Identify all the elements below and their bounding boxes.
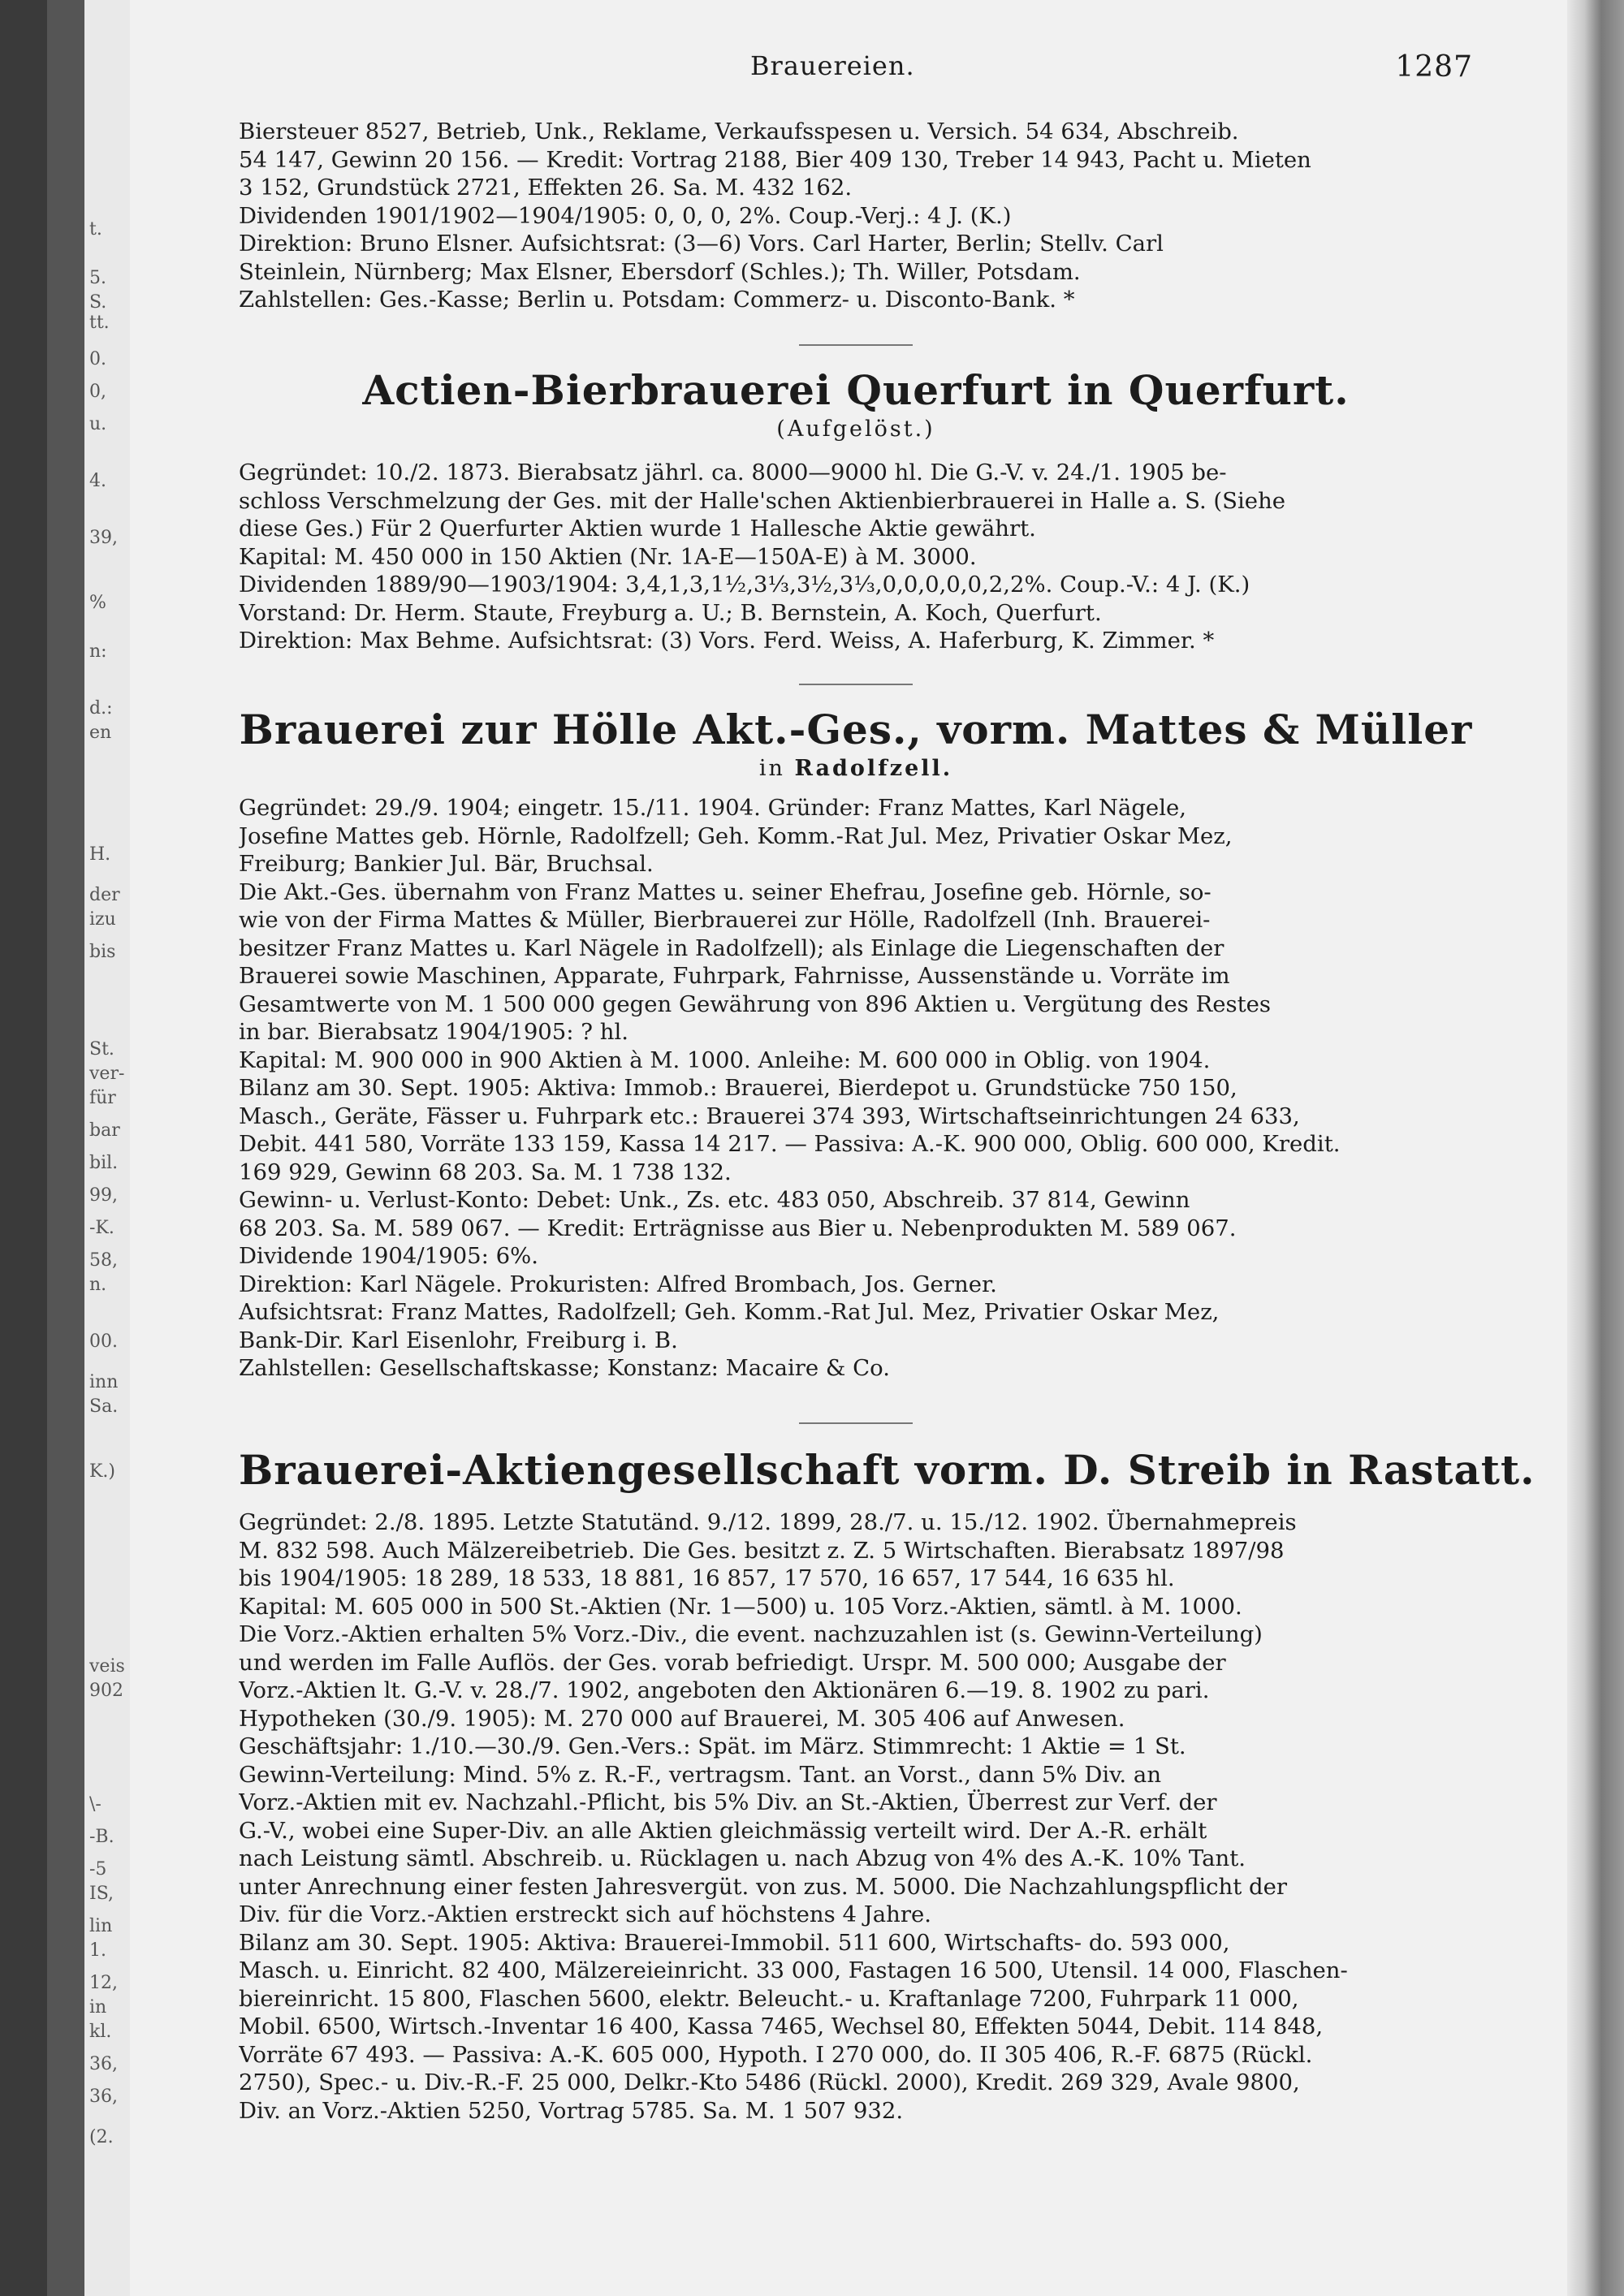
- text-line: Zahlstellen: Ges.-Kasse; Berlin u. Potsdam: Commerz- u. Disconto-Bank. *: [239, 287, 1075, 313]
- text-line: Zahlstellen: Gesellschaftskasse; Konstanz: Macaire & Co.: [239, 1355, 890, 1381]
- margin-fragment: St.: [89, 1039, 114, 1060]
- entry-rastatt: [239, 1445, 1535, 1495]
- text-line: Bank-Dir. Karl Eisenlohr, Freiburg i. B.: [239, 1327, 678, 1353]
- prev-entry-text: [239, 118, 1473, 314]
- text-line: Direktion: Bruno Elsner. Aufsichtsrat: (3—6) Vors. Carl Harter, Berlin; Stellv. Carl: [239, 231, 1164, 257]
- entry-heading: Brauerei zur Hölle Akt.-Ges., vorm. Mattes & Müller: [239, 706, 1473, 753]
- text-line: biereinricht. 15 800, Flaschen 5600, elektr. Beleucht.- u. Kraftanlage 7200, Fuhrpark 11 000,: [239, 1985, 1299, 2012]
- margin-fragment: in: [89, 1997, 107, 2018]
- margin-fragment: 39,: [89, 528, 118, 548]
- margin-fragment: n.: [89, 1275, 107, 1295]
- margin-fragment: 1.: [89, 1940, 106, 1961]
- margin-fragment: (2.: [89, 2127, 114, 2147]
- entry-heading: Brauerei-Aktiengesellschaft vorm. D. Streib in Rastatt.: [239, 1446, 1535, 1494]
- text-line: Hypotheken (30./9. 1905): M. 270 000 auf Brauerei, M. 305 406 auf Anwesen.: [239, 1705, 1125, 1732]
- margin-fragment: -K.: [89, 1218, 114, 1238]
- margin-fragment: 00.: [89, 1331, 118, 1352]
- text-line: Vorräte 67 493. — Passiva: A.-K. 605 000, Hypoth. I 270 000, do. II 305 406, R.-F. 6875 (Rückl.: [239, 2041, 1313, 2068]
- margin-fragment: IS,: [89, 1884, 114, 1904]
- text-line: nach Leistung sämtl. Abschreib. u. Rücklagen u. nach Abzug von 4% des A.-K. 10% Tant.: [239, 1845, 1246, 1871]
- section-divider: [799, 344, 913, 346]
- margin-fragment: der: [89, 885, 120, 905]
- text-line: 2750), Spec.- u. Div.-R.-F. 25 000, Delkr.-Kto 5486 (Rückl. 2000), Kredit. 269 329, Avale 9800,: [239, 2069, 1300, 2095]
- running-head-title: Brauereien.: [750, 50, 915, 81]
- text-line: Brauerei sowie Maschinen, Apparate, Fuhrpark, Fahrnisse, Aussenstände u. Vorräte im: [239, 963, 1230, 989]
- text-line: Gegründet: 2./8. 1895. Letzte Statutänd. 9./12. 1899, 28./7. u. 15./12. 1902. Übernahmepreis: [239, 1509, 1297, 1535]
- text-line: wie von der Firma Mattes & Müller, Bierbrauerei zur Hölle, Radolfzell (Inh. Brauerei-: [239, 907, 1211, 933]
- text-line: schloss Verschmelzung der Ges. mit der Halle'schen Aktienbierbrauerei in Halle a. S. (Siehe: [239, 487, 1286, 514]
- page-edge-shadow: [1567, 0, 1624, 2296]
- text-line: Geschäftsjahr: 1./10.—30./9. Gen.-Vers.: Spät. im März. Stimmrecht: 1 Aktie = 1 St.: [239, 1733, 1186, 1759]
- text-line: Vorz.-Aktien mit ev. Nachzahl.-Pflicht, bis 5% Div. an St.-Aktien, Überrest zur Verf. der: [239, 1789, 1217, 1815]
- margin-fragment: ver-: [89, 1064, 125, 1084]
- text-line: Bilanz am 30. Sept. 1905: Aktiva: Immob.: Brauerei, Bierdepot u. Grundstücke 750 150,: [239, 1075, 1237, 1101]
- text-line: Vorstand: Dr. Herm. Staute, Freyburg a. U.; B. Bernstein, A. Koch, Querfurt.: [239, 599, 1102, 626]
- entry-location-place: Radolfzell.: [794, 756, 953, 781]
- text-line: Kapital: M. 605 000 in 500 St.-Aktien (Nr. 1—500) u. 105 Vorz.-Aktien, sämtl. à M. 1000.: [239, 1593, 1242, 1620]
- text-line: Direktion: Max Behme. Aufsichtsrat: (3) Vors. Ferd. Weiss, A. Haferburg, K. Zimmer. *: [239, 628, 1215, 654]
- text-line: Debit. 441 580, Vorräte 133 159, Kassa 14 217. — Passiva: A.-K. 900 000, Oblig. 600 000, Kredit.: [239, 1131, 1341, 1157]
- margin-fragment: d.:: [89, 698, 113, 719]
- section-divider: [799, 1422, 913, 1424]
- text-line: Gewinn- u. Verlust-Konto: Debet: Unk., Zs. etc. 483 050, Abschreib. 37 814, Gewinn: [239, 1187, 1190, 1213]
- text-line: M. 832 598. Auch Mälzereibetrieb. Die Ges. besitzt z. Z. 5 Wirtschaften. Bierabsatz 1897/98: [239, 1537, 1285, 1564]
- margin-fragment: inn: [89, 1372, 119, 1392]
- text-line: Josefine Mattes geb. Hörnle, Radolfzell; Geh. Komm.-Rat Jul. Mez, Privatier Oskar Mez,: [239, 822, 1233, 849]
- text-line: Dividenden 1889/90—1903/1904: 3,4,1,3,1½,3⅓,3½,3⅓,0,0,0,0,0,2,2%. Coup.-V.: 4 J. (K.): [239, 572, 1250, 598]
- spine-stripe: [47, 0, 84, 2296]
- margin-fragment: Sa.: [89, 1396, 119, 1417]
- margin-fragment: izu: [89, 909, 116, 930]
- margin-fragment: 4.: [89, 471, 106, 491]
- text-line: in bar. Bierabsatz 1904/1905: ? hl.: [239, 1019, 629, 1045]
- margin-fragment: t.: [89, 219, 102, 240]
- running-head: [239, 50, 1473, 83]
- text-line: Direktion: Karl Nägele. Prokuristen: Alfred Brombach, Jos. Gerner.: [239, 1271, 997, 1297]
- text-line: Gesamtwerte von M. 1 500 000 gegen Gewährung von 896 Aktien u. Vergütung des Restes: [239, 990, 1272, 1017]
- text-line: Die Vorz.-Aktien erhalten 5% Vorz.-Div., die event. nachzuzahlen ist (s. Gewinn-Verteilung): [239, 1621, 1263, 1647]
- margin-fragment: -B.: [89, 1827, 114, 1847]
- text-line: 3 152, Grundstück 2721, Effekten 26. Sa. M. 432 162.: [239, 175, 853, 201]
- entry-heading: Actien-Bierbrauerei Querfurt in Querfurt.: [362, 366, 1350, 414]
- text-line: 169 929, Gewinn 68 203. Sa. M. 1 738 132.: [239, 1159, 732, 1185]
- text-line: Gegründet: 29./9. 1904; eingetr. 15./11. 1904. Gründer: Franz Mattes, Karl Nägele,: [239, 795, 1187, 821]
- text-line: 54 147, Gewinn 20 156. — Kredit: Vortrag 2188, Bier 409 130, Treber 14 943, Pacht u. Mieten: [239, 146, 1311, 173]
- entry-querfurt: [239, 365, 1473, 443]
- margin-fragment: 36,: [89, 2054, 118, 2074]
- scanned-page: [84, 0, 1567, 2296]
- margin-fragment: %: [89, 593, 106, 613]
- text-line: Steinlein, Nürnberg; Max Elsner, Ebersdorf (Schles.); Th. Willer, Potsdam.: [239, 258, 1081, 285]
- margin-fragment: lin: [89, 1916, 113, 1936]
- margin-fragment: n:: [89, 641, 107, 662]
- text-line: Gewinn-Verteilung: Mind. 5% z. R.-F., vertragsm. Tant. an Vorst., dann 5% Div. an: [239, 1761, 1162, 1788]
- text-line: bis 1904/1905: 18 289, 18 533, 18 881, 16 857, 17 570, 16 657, 17 544, 16 635 hl.: [239, 1565, 1175, 1591]
- text-line: Masch. u. Einricht. 82 400, Mälzereieinricht. 33 000, Fastagen 16 500, Utensil. 14 000, Flaschen-: [239, 1957, 1348, 1983]
- margin-fragment: H.: [89, 844, 111, 865]
- entry-rastatt-text: [239, 1508, 1473, 2125]
- section-divider: [799, 684, 913, 685]
- margin-fragment: bis: [89, 942, 116, 962]
- margin-fragment: en: [89, 723, 112, 743]
- margin-fragment: bar: [89, 1120, 120, 1141]
- margin-fragment: 0.: [89, 349, 106, 369]
- text-line: Bilanz am 30. Sept. 1905: Aktiva: Brauerei-Immobil. 511 600, Wirtschafts- do. 593 000,: [239, 1929, 1230, 1956]
- entry-radolfzell-text: [239, 794, 1473, 1383]
- text-line: 68 203. Sa. M. 589 067. — Kredit: Erträgnisse aus Bier u. Nebenprodukten M. 589 067.: [239, 1215, 1237, 1241]
- text-line: Biersteuer 8527, Betrieb, Unk., Reklame, Verkaufsspesen u. Versich. 54 634, Abschreib.: [239, 119, 1239, 145]
- margin-fragment: -5: [89, 1859, 107, 1880]
- facing-page-margin: [84, 0, 130, 2296]
- margin-fragment: 12,: [89, 1973, 118, 1993]
- text-line: Masch., Geräte, Fässer u. Fuhrpark etc.: Brauerei 374 393, Wirtschaftseinrichtungen 24 633,: [239, 1103, 1300, 1129]
- text-line: Freiburg; Bankier Jul. Bär, Bruchsal.: [239, 851, 654, 877]
- margin-fragment: K.): [89, 1461, 116, 1482]
- entry-radolfzell: [239, 705, 1473, 783]
- text-line: Vorz.-Aktien lt. G.-V. v. 28./7. 1902, angeboten den Aktionären 6.—19. 8. 1902 zu pari.: [239, 1677, 1210, 1703]
- text-line: Div. an Vorz.-Aktien 5250, Vortrag 5785. Sa. M. 1 507 932.: [239, 2097, 904, 2124]
- text-line: Mobil. 6500, Wirtsch.-Inventar 16 400, Kassa 7465, Wechsel 80, Effekten 5044, Debit. 114 848,: [239, 2013, 1324, 2039]
- text-line: Die Akt.-Ges. übernahm von Franz Mattes u. seiner Ehefrau, Josefine geb. Hörnle, so-: [239, 878, 1212, 905]
- margin-fragment: \-: [89, 1794, 102, 1815]
- margin-fragment: veis: [89, 1656, 125, 1677]
- text-line: G.-V., wobei eine Super-Div. an alle Aktien gleichmässig verteilt wird. Der A.-R. erhält: [239, 1817, 1207, 1844]
- text-line: Kapital: M. 450 000 in 150 Aktien (Nr. 1A-E—150A-E) à M. 3000.: [239, 543, 977, 570]
- text-line: diese Ges.) Für 2 Querfurter Aktien wurde 1 Hallesche Aktie gewährt.: [239, 516, 1036, 542]
- page-number: 1287: [1395, 50, 1473, 84]
- margin-fragment: 902: [89, 1681, 123, 1701]
- margin-fragment: 36,: [89, 2087, 118, 2107]
- text-line: unter Anrechnung einer festen Jahresvergüt. von zus. M. 5000. Die Nachzahlungspflicht der: [239, 1873, 1288, 1900]
- text-line: Aufsichtsrat: Franz Mattes, Radolfzell; Geh. Komm.-Rat Jul. Mez, Privatier Oskar Mez,: [239, 1299, 1220, 1325]
- margin-fragment: 0,: [89, 382, 106, 402]
- text-line: besitzer Franz Mattes u. Karl Nägele in Radolfzell); als Einlage die Liegenschaften der: [239, 934, 1224, 961]
- margin-fragment: S.: [89, 292, 107, 313]
- entry-location-prefix: in: [758, 756, 785, 781]
- text-line: und werden im Falle Auflös. der Ges. vorab befriedigt. Urspr. M. 500 000; Ausgabe der: [239, 1649, 1226, 1676]
- margin-fragment: tt.: [89, 313, 110, 333]
- entry-location: [239, 755, 1473, 783]
- margin-fragment: 58,: [89, 1250, 118, 1271]
- text-line: Gegründet: 10./2. 1873. Bierabsatz jährl. ca. 8000—9000 hl. Die G.-V. v. 24./1. 1905 be-: [239, 460, 1227, 486]
- entry-querfurt-text: [239, 459, 1473, 655]
- margin-fragment: u.: [89, 414, 107, 434]
- text-line: Div. für die Vorz.-Aktien erstreckt sich auf höchstens 4 Jahre.: [239, 1901, 932, 1927]
- text-line: Kapital: M. 900 000 in 900 Aktien à M. 1000. Anleihe: M. 600 000 in Oblig. von 1904.: [239, 1047, 1211, 1073]
- margin-fragment: kl.: [89, 2022, 112, 2042]
- margin-fragment: 5.: [89, 268, 106, 288]
- margin-fragment: bil.: [89, 1153, 119, 1173]
- margin-fragment: 99,: [89, 1185, 118, 1206]
- text-line: Dividende 1904/1905: 6%.: [239, 1243, 538, 1269]
- entry-status: (Aufgelöst.): [776, 416, 935, 442]
- text-line: Dividenden 1901/1902—1904/1905: 0, 0, 0, 2%. Coup.-Verj.: 4 J. (K.): [239, 202, 1012, 229]
- margin-fragment: für: [89, 1088, 116, 1108]
